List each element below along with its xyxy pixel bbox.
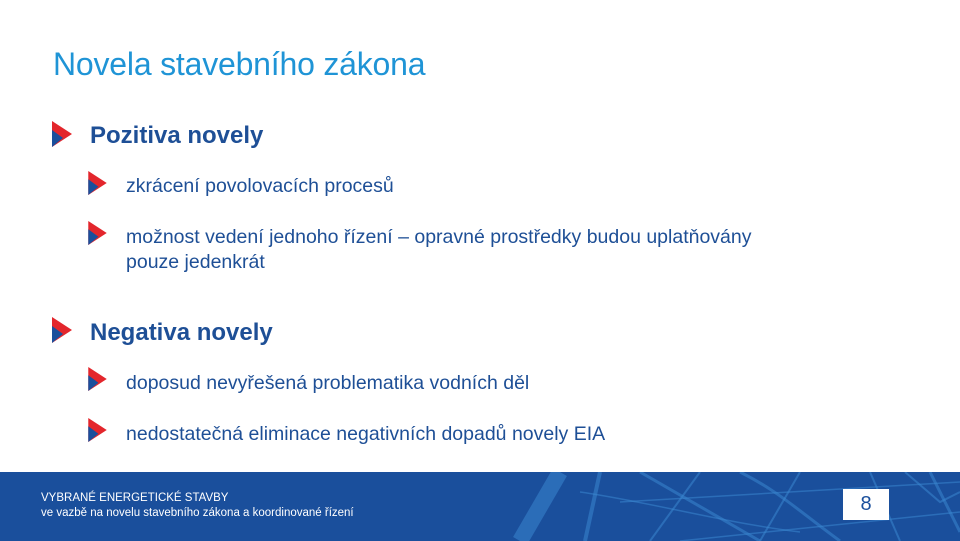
page-number: 8 (843, 489, 889, 520)
slide-title: Novela stavebního zákona (53, 46, 426, 82)
arrow-bullet-icon (88, 221, 107, 245)
list-item-continuation: pouze jedenkrát (126, 251, 265, 273)
list-item: zkrácení povolovacích procesů (126, 175, 394, 197)
list-item: možnost vedení jednoho řízení – opravné prostředky budou uplatňovány (126, 226, 752, 248)
section-heading-positives: Pozitiva novely (90, 122, 264, 149)
footer-title: VYBRANÉ ENERGETICKÉ STAVBY (41, 492, 229, 504)
footer-subtitle: ve vazbě na novelu stavebního zákona a koordinované řízení (41, 507, 354, 519)
list-item: doposud nevyřešená problematika vodních děl (126, 372, 530, 394)
arrow-bullet-icon (88, 171, 107, 195)
list-item: nedostatečná eliminace negativních dopadů novely EIA (126, 423, 606, 445)
arrow-bullet-icon (88, 367, 107, 391)
arrow-bullet-icon (52, 121, 72, 147)
arrow-bullet-icon (52, 317, 72, 343)
footer-bar (0, 472, 960, 541)
section-heading-negatives: Negativa novely (90, 319, 273, 346)
arrow-bullet-icon (88, 418, 107, 442)
